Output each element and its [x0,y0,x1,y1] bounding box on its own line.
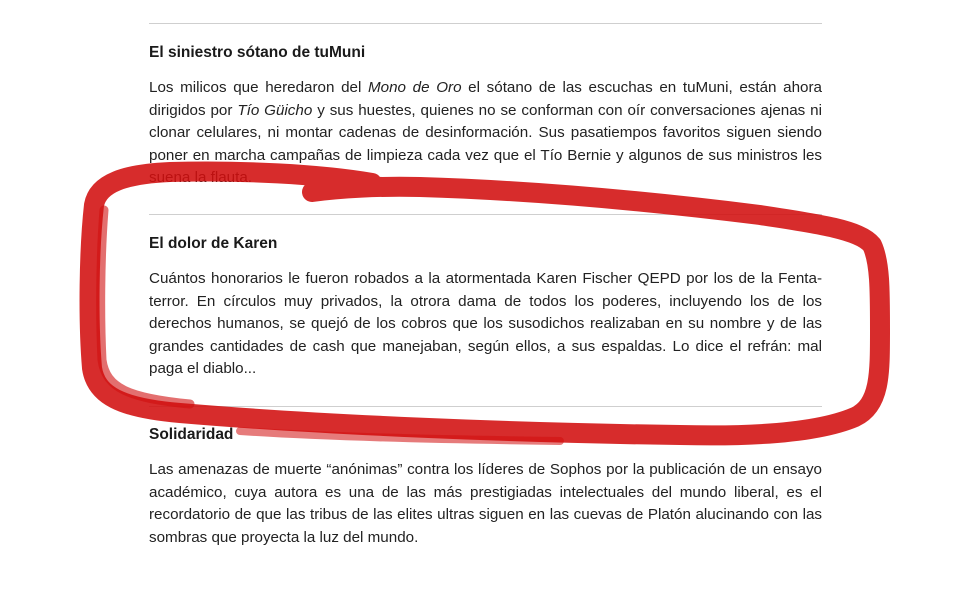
top-divider [149,23,822,24]
section-paragraph: Cuántos honorarios le fueron robados a la atormentada Karen Fischer QEPD por los de la Fenta-terror. En círculos muy privados, la otrora dama de todos los poderes, incluyendo los de los derechos humanos, se quejó de los cobros que los susodichos realizaban en su nombre y de las grandes cantidades de cash que manejaban, según ellos, a sus espaldas. Lo dice el refrán: mal paga el diablo... [149,270,822,377]
paragraph-italic-text: Mono de Oro [368,79,462,96]
divider-karen [149,214,822,215]
paragraph-italic-text: Tío Güicho [237,101,313,119]
section-karen [149,234,822,381]
section-sotano [149,43,822,190]
paragraph-text: el sótano de las escuchas en tuMuni, están ahora dirigidos por [149,79,822,119]
section-title: El siniestro sótano de tuMuni [149,44,366,61]
section-solidaridad [149,425,822,549]
paragraph-text: Los milicos que heredaron del [149,79,369,96]
section-title: Solidaridad [149,426,234,443]
section-title: El dolor de Karen [149,235,278,252]
divider-solidaridad [149,406,822,407]
section-paragraph: Las amenazas de muerte “anónimas” contra los líderes de Sophos por la publicación de un ensayo académico, cuya autora es una de las más prestigiadas intelectuales del mundo liberal, es el recordatorio de que las tribus de las elites ultras siguen en las cuevas de Platón alucinando con las sombras que proyecta la luz del mundo. [149,461,822,546]
paragraph-text: y sus huestes, quienes no se conforman con oír conversaciones ajenas ni clonar celulares, ni montar cadenas de desinformación. Sus pasatiempos favoritos siguen siendo poner en marcha campañas de limpieza cada vez que el Tío Bernie y algunos de sus ministros les suena la flauta. [149,101,822,186]
section-paragraph [149,77,822,190]
